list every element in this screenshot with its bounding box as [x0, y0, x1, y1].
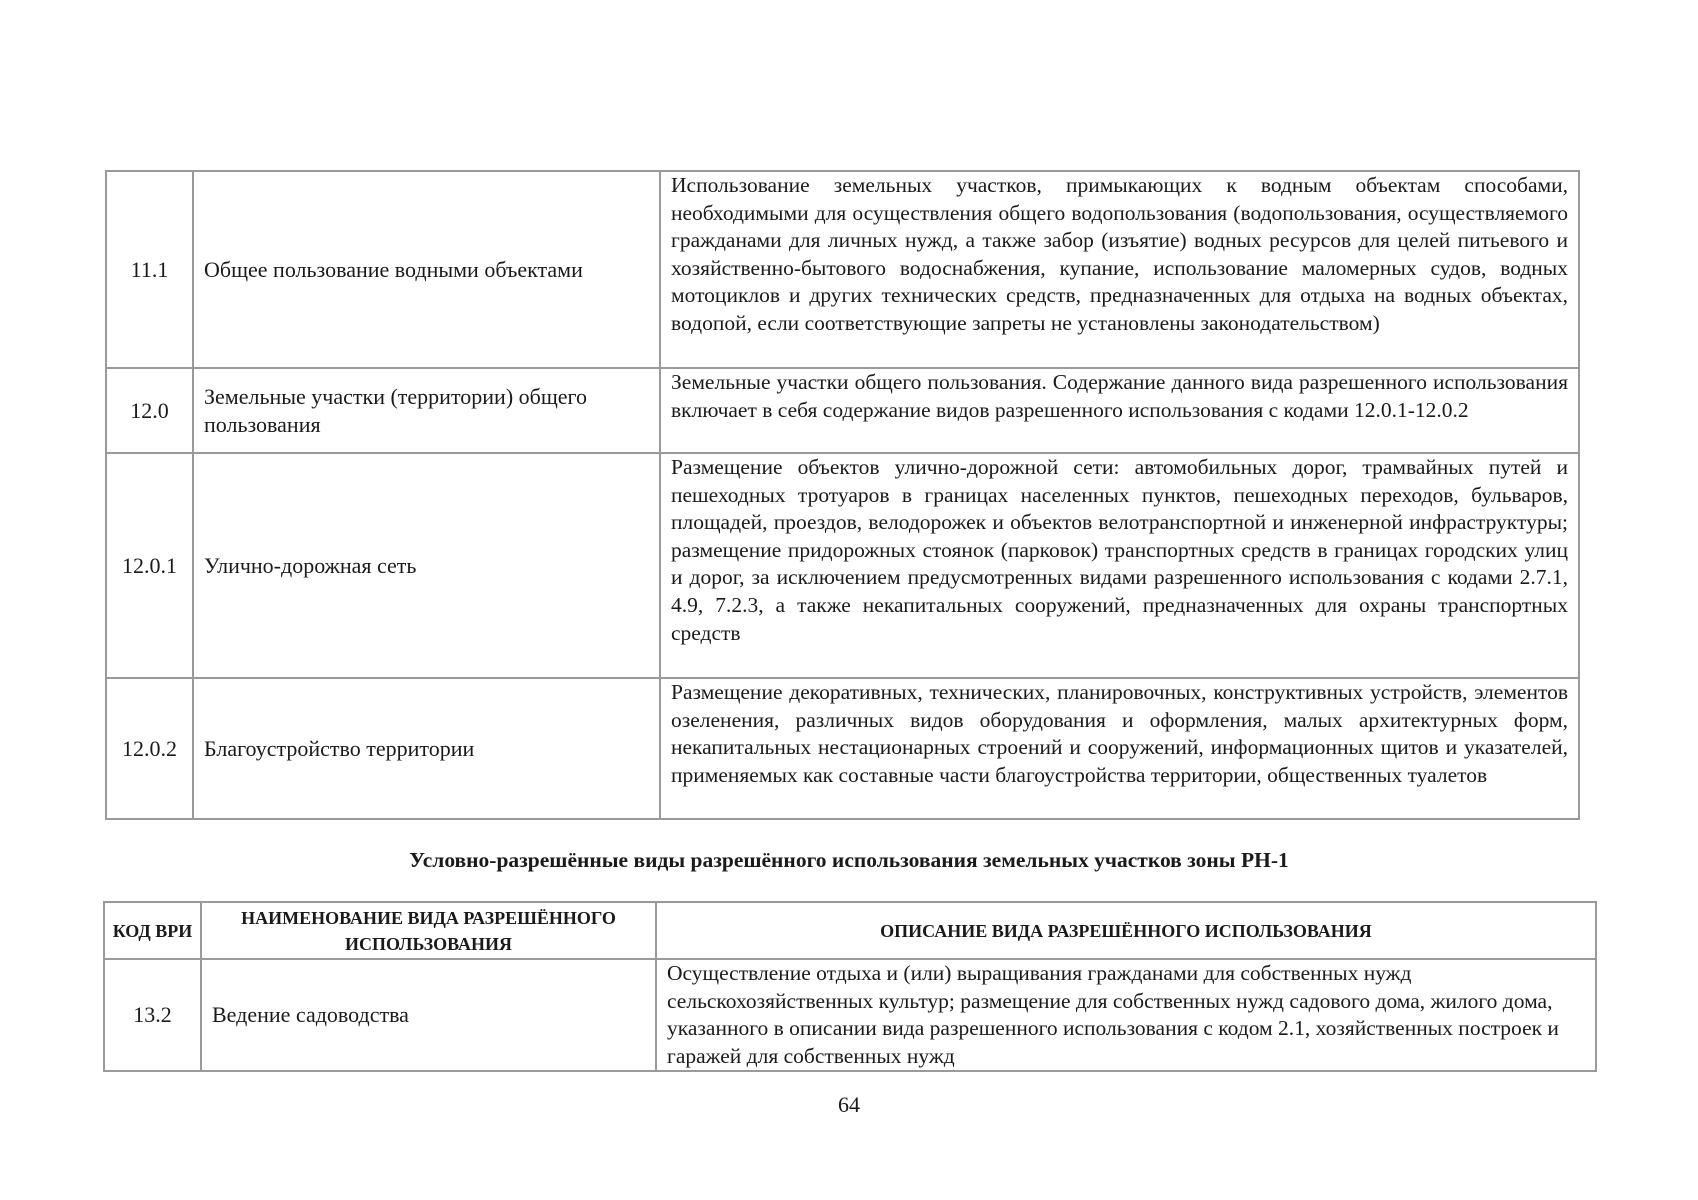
use-description-cell: Осуществление отдыха и (или) выращивания гражданами для собственных нужд сельскохозяйственных культур; размещение для собственных нужд садового дома, жилого дома, указанного в описании вида разрешенного использования с кодом 2.1, хозяйственных построек и гаражей для собственных нужд: [656, 959, 1596, 1071]
header-name: НАИМЕНОВАНИЕ ВИДА РАЗРЕШЁННОГО ИСПОЛЬЗОВАНИЯ: [201, 902, 656, 959]
conditional-uses-table: [103, 901, 1597, 1072]
use-description-cell: Использование земельных участков, примыкающих к водным объектам способами, необходимыми для осуществления общего водопользования (водопользования, осуществляемого гражданами для личных нужд, а также забор (изъятие) водных ресурсов для целей питьевого и хозяйственно-бытового водоснабжения, купание, использование маломерных судов, водных мотоциклов и других технических средств, предназначенных для отдыха на водных объектах, водопой, если соответствующие запреты не установлены законодательством): [660, 171, 1579, 368]
table-row: [106, 171, 1579, 368]
table-row: [106, 368, 1579, 453]
use-description-cell: Размещение объектов улично-дорожной сети: автомобильных дорог, трамвайных путей и пешеходных тротуаров в границах населенных пунктов, пешеходных переходов, бульваров, площадей, проездов, велодорожек и объектов велотранспортной и инженерной инфраструктуры; размещение придорожных стоянок (парковок) транспортных средств в границах городских улиц и дорог, за исключением предусмотренных видами разрешенного использования с кодами 2.7.1, 4.9, 7.2.3, а также некапитальных сооружений, предназначенных для охраны транспортных средств: [660, 453, 1579, 678]
use-code-cell: 12.0: [106, 368, 193, 453]
table-row: [106, 678, 1579, 819]
use-code-cell: 13.2: [104, 959, 201, 1071]
use-code-cell: 11.1: [106, 171, 193, 368]
table-header-row: [104, 902, 1596, 959]
use-code-cell: 12.0.2: [106, 678, 193, 819]
use-name-cell: Благоустройство территории: [193, 678, 660, 819]
use-description-cell: Земельные участки общего пользования. Содержание данного вида разрешенного использования включает в себя содержание видов разрешенного использования с кодами 12.0.1-12.0.2: [660, 368, 1579, 453]
use-name-cell: Улично-дорожная сеть: [193, 453, 660, 678]
use-description-cell: Размещение декоративных, технических, планировочных, конструктивных устройств, элементов озеленения, различных видов оборудования и оформления, малых архитектурных форм, некапитальных нестационарных строений и сооружений, информационных щитов и указателей, применяемых как составные части благоустройства территории, общественных туалетов: [660, 678, 1579, 819]
use-code-cell: 12.0.1: [106, 453, 193, 678]
use-name-cell: Ведение садоводства: [201, 959, 656, 1071]
permitted-uses-table: [105, 170, 1580, 820]
section-heading: Условно-разрешённые виды разрешённого использования земельных участков зоны РН-1: [409, 848, 1289, 872]
table-row: [104, 959, 1596, 1071]
use-name-cell: Земельные участки (территории) общего пользования: [193, 368, 660, 453]
page-number: 64: [838, 1092, 860, 1117]
header-description: ОПИСАНИЕ ВИДА РАЗРЕШЁННОГО ИСПОЛЬЗОВАНИЯ: [656, 902, 1596, 959]
header-code: КОД ВРИ: [104, 902, 201, 959]
use-name-cell: Общее пользование водными объектами: [193, 171, 660, 368]
table-row: [106, 453, 1579, 678]
